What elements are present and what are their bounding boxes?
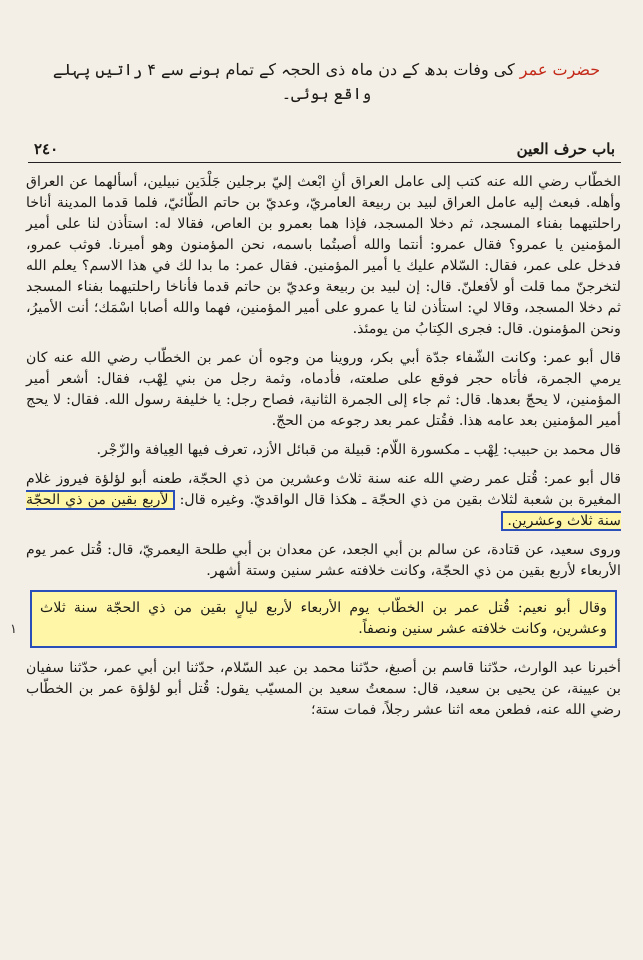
urdu-caption [40,58,613,106]
page-body [26,172,621,729]
margin-mark: ١ [10,622,17,637]
paragraph-5: وروى سعيد، عن قتادة، عن سالم بن أبي الجعد، عن معدان بن أبي طلحة اليعمريّ، قال: قُتل عمر يوم الأربعاء لأربع بقين من ذي الحجّة، وكانت خلافته عشر سنين وستة أشهر. [26,542,621,579]
paragraph-1: الخطّاب رضي الله عنه كتب إلى عامل العراق أنِ ابْعث إليّ برجلين جَلْدَين نبيلين، أسألهما عن العراق وأهله. فبعث إليه عامل العراق لبيد بن ربيعة العامريّ، وعديّ بن حاتم الطّائيّ، فلما قدما المدينة أناخا راحلتيهما بفناء المسجد، ثم دخلا المسجد، فإذا هما بعمرو بن العاص، فقالا له: استأذن لنا على أمير المؤمنين يا عمرو؟ فقال عمرو: أنتما والله أصبتُما باسمه، نحن المؤمنون وهو أميرنا. فوثب عمرو، فدخل على عمر، فقال: السّلام عليك يا أمير المؤمنين. فقال عمر: ما بدا لك في هذا الاسم؟ يعلم الله لتخرجنّ مما قلت أو لأفعلنّ. قال: إن لبيد بن ربيعة وعديّ بن حاتم قدما فأناخا راحلتيهما بفناء المسجد ثم دخلا المسجد، وقالا لي: استأذن لنا يا عمرو على أمير المؤمنين، فهما والله أصابا اسْمَك؛ أنت الأميرُ، ونحن المؤمنون. قال: فجرى الكِتابُ من يومئذ. [26,174,621,337]
paragraph-2: قال أبو عمر: وكانت الشّفاء جدّة أبي بكر، وروينا من وجوه أن عمر بن الخطّاب رضي الله عنه كان يرمي الجمرة، فأتاه حجر فوقع على صلعته، فأدماه، وثمة رجل من بني لِهْب، فقال: أشعر أمير المؤمنين، لا يحجّ بعدها. قال: ثم جاء إلى الجمرة الثانية، فصاح رجل: يا خليفة رسول الله. فقال: لا يحج أمير المؤمنين بعد عامه هذا. فقُتل عمر بعد رجوعه من الحجّ. [26,350,621,429]
paragraph-4 [26,469,621,532]
page-number: ٢٤٠ [34,140,59,158]
paragraph-4-text: قال أبو عمر: قُتل عمر رضي الله عنه سنة ثلاث وعشرين من ذي الحجّة، طعنه أبو لؤلؤة فيروز غلام المغيرة بن شعبة لثلاث بقين من ذي الحجّة ـ هكذا قال الواقديّ. وغيره قال: [26,471,622,508]
caption-highlight: حضرت عمر [519,60,601,79]
highlight-box: وقال أبو نعيم: قُتل عمر بن الخطّاب يوم الأربعاء لأربع ليالٍ بقين من ذي الحجّة سنة ثلاث وعشرين، وكانت خلافته عشر سنين ونصفاً. [30,590,617,648]
page-header [28,140,621,163]
highlight-inline: لأربع بقين من ذي الحجّة سنة ثلاث وعشرين. [26,492,621,529]
paragraph-3: قال محمد بن حبيب: لِهْب ـ مكسورة اللّام: قبيلة من قبائل الأزد، تعرف فيها العِيافة والزّجْر. [96,442,621,458]
paragraph-7: أخبرنا عبد الوارث، حدّثنا قاسم بن أصبغ، حدّثنا محمد بن عبد السّلام، حدّثنا ابن أبي عمر، حدّثنا سفيان بن عيينة، عن يحيى بن سعيد، قال: سمعتُ سعيد بن المسيّب يقول: قُتل أبو لؤلؤة عمر بن الخطّاب رضي الله عنه، فطعن معه اثنا عشر رجلاً، فمات ستة؛ [26,660,621,718]
caption-text: کی وفات بدھ کے دن ماہ ذی الحجہ کے تمام ہونے سے ۴ راتیں پہلے واقع ہوئی۔ [52,60,515,103]
chapter-title: باب حرف العين [516,140,615,158]
